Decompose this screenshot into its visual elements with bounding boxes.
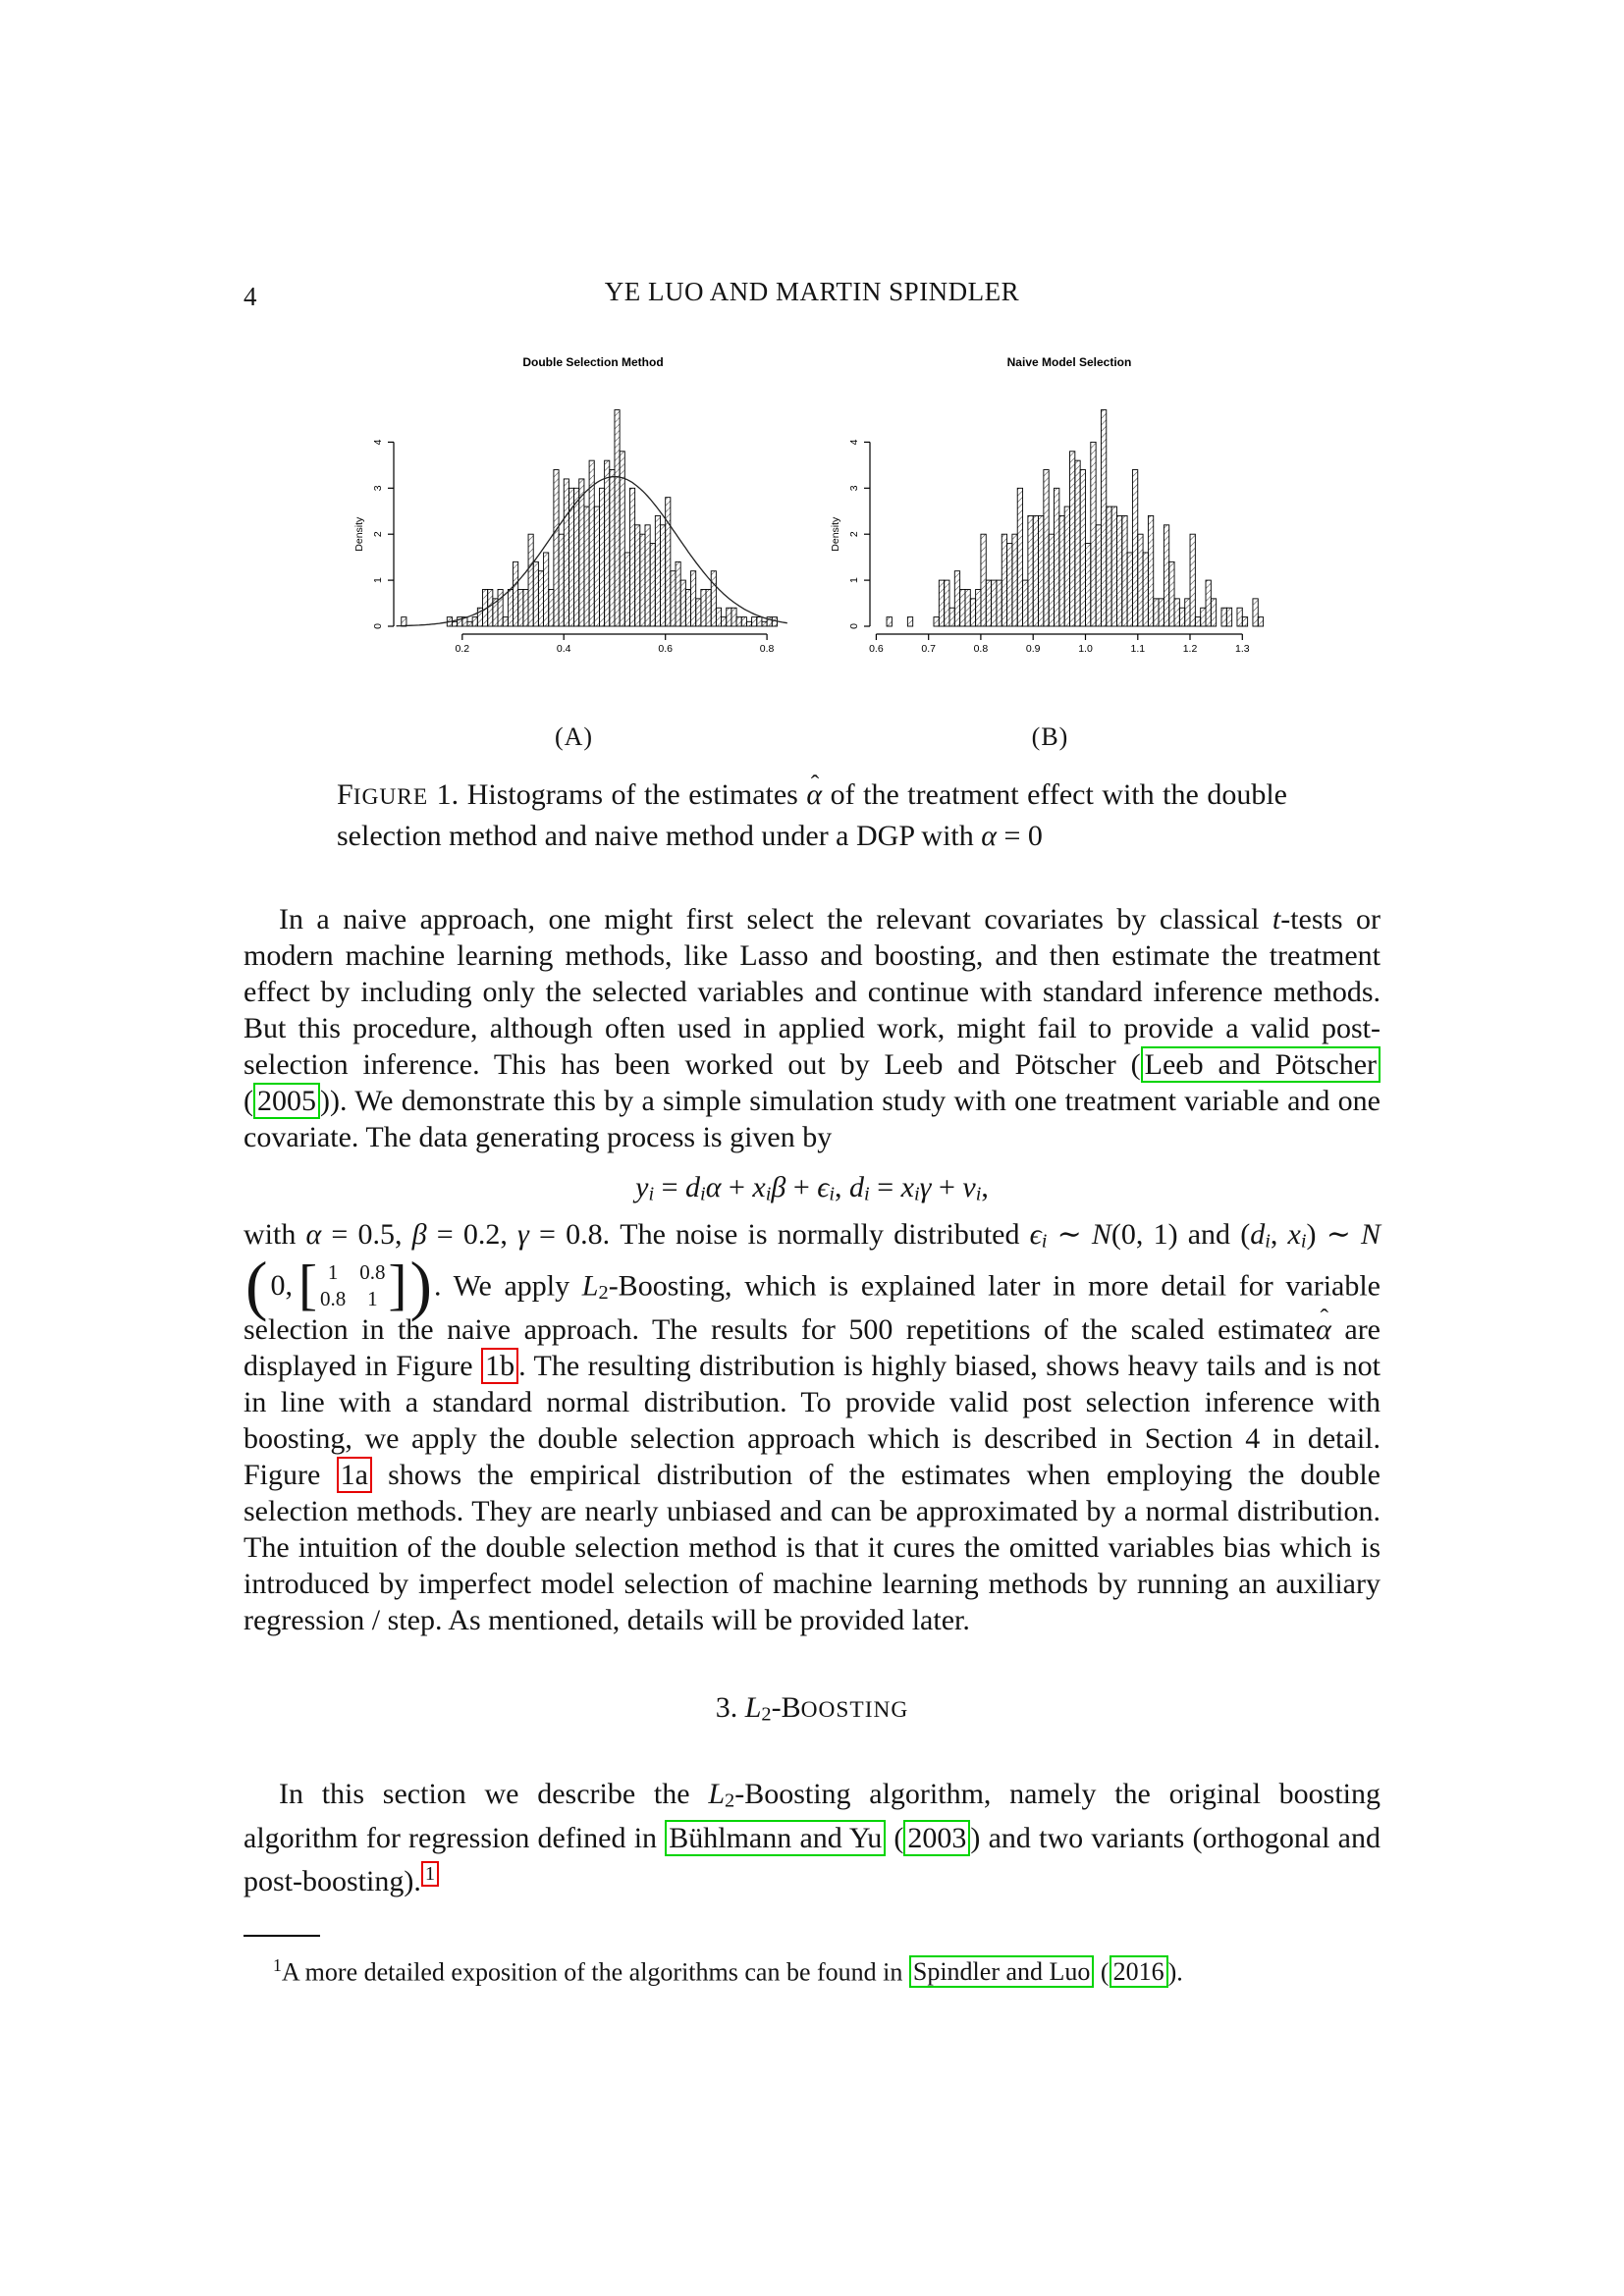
histogram-bar	[578, 479, 583, 626]
running-title: YE LUO AND MARTIN SPINDLER	[604, 277, 1020, 306]
histogram-bar	[676, 561, 680, 626]
text-run: -tests or modern machine learning methods, like Lasso and boosting, and then estimate the treatment effect by including only the selected variables and continue with standard inference methods. But this procedure, although often used in applied work, might fail to provide a valid post-selection inference. This has been worked out by Leeb and Pötscher (	[244, 903, 1380, 1081]
histogram-bar	[1096, 525, 1101, 626]
histogram-bar	[650, 544, 655, 626]
text-run: are displayed in Figure	[244, 1313, 1380, 1383]
text-run: In a naive approach, one might first select the relevant covariates by classical	[279, 903, 1272, 935]
histogram-bar	[614, 410, 619, 626]
histogram-bar	[1058, 515, 1063, 626]
histogram-bar	[680, 580, 685, 626]
histogram-bar	[970, 599, 975, 626]
histogram-bar	[1080, 470, 1085, 626]
histogram-bar	[1184, 599, 1189, 626]
text-column	[244, 901, 1380, 1989]
histogram-bar	[528, 534, 533, 626]
histogram-bar	[706, 589, 711, 626]
histogram-bar	[907, 617, 912, 626]
histogram-bar	[1090, 442, 1095, 626]
text-run: ).	[1167, 1957, 1183, 1987]
histogram-bar	[1033, 515, 1038, 626]
x-tick-label: 0.6	[657, 643, 673, 655]
footnote-rule	[244, 1935, 320, 1937]
text-run: β	[411, 1217, 427, 1251]
x-tick-label: 0.9	[1025, 643, 1041, 655]
histogram-bar	[1054, 488, 1058, 626]
text-run: = 0.8. The noise is normally distributed	[528, 1217, 1030, 1251]
histogram-bar	[599, 488, 604, 626]
y-tick-label: 0	[371, 623, 384, 629]
y-tick-label: 2	[847, 531, 860, 538]
text-run: F	[337, 778, 353, 811]
panel-title: Double Selection Method	[521, 355, 664, 369]
text-run: -Boosting, which is explained later in more detail for variable selection in the naive approach. The results for 500 repetitions of the scaled estimate	[244, 1269, 1380, 1347]
histogram-bar	[533, 561, 538, 626]
histogram-bar	[1106, 507, 1110, 626]
text-run: (	[886, 1821, 904, 1854]
histogram-bar	[655, 515, 660, 626]
text-run: IGURE	[352, 784, 429, 810]
text-run: = 0.5,	[321, 1217, 412, 1251]
text-run: d	[685, 1171, 701, 1203]
text-run: L	[744, 1691, 762, 1725]
text-run: L	[708, 1777, 725, 1810]
histogram-bar	[948, 608, 953, 626]
citation-link[interactable]: Bühlmann and Yu	[665, 1820, 886, 1856]
subcaption-row	[0, 722, 1624, 752]
page-header	[244, 0, 1380, 312]
text-run: i	[1041, 1230, 1048, 1253]
histogram-bar	[1143, 553, 1148, 626]
citation-link[interactable]: 2003	[903, 1820, 970, 1856]
histogram-bar	[472, 617, 477, 626]
text-run: x	[1287, 1217, 1301, 1251]
citation-link[interactable]: 2016	[1110, 1955, 1168, 1988]
footnote-block	[244, 1935, 1380, 1990]
histogram-bar	[1137, 534, 1142, 626]
internal-ref-link[interactable]: 1a	[337, 1457, 372, 1493]
histogram-bar	[1064, 507, 1069, 626]
text-run: ,	[981, 1171, 989, 1203]
x-tick-label: 0.4	[556, 643, 571, 655]
text-run: L	[581, 1269, 599, 1303]
histogram-bar	[690, 571, 695, 626]
matrix-cell: 0.8	[359, 1260, 386, 1285]
histogram-bar	[1049, 534, 1054, 626]
histogram-bar	[1027, 515, 1032, 626]
text-run: i	[765, 1183, 772, 1205]
text-run: ϵ	[1029, 1217, 1042, 1251]
text-run: i	[1265, 1230, 1271, 1253]
text-run: 1	[273, 1954, 282, 1975]
histogram-bar	[1258, 617, 1263, 626]
histogram-bar	[726, 608, 731, 626]
histogram-bar	[975, 589, 980, 626]
text-run: -Boosting algorithm, namely the original boosting algorithm for regression defined in	[244, 1777, 1380, 1854]
histogram-bar	[543, 553, 548, 626]
text-run: A more detailed exposition of the algorithms can be found in	[281, 1957, 909, 1987]
histogram-bar	[751, 617, 756, 626]
text-run: i	[1300, 1230, 1307, 1253]
text-run: 2	[725, 1789, 735, 1812]
x-tick-label: 1.0	[1077, 643, 1093, 655]
text-run: i	[975, 1183, 982, 1205]
histogram-bar	[503, 617, 508, 626]
y-axis-label: Density	[829, 516, 841, 552]
histogram-bar	[609, 470, 614, 626]
text-run: +	[785, 1171, 818, 1203]
text-run: i	[700, 1183, 706, 1205]
histogram-bar	[1101, 410, 1106, 626]
text-run: ) ∼	[1306, 1217, 1361, 1251]
histogram-bar	[700, 589, 705, 626]
x-tick-label: 0.6	[868, 643, 884, 655]
subcaption-a: (A)	[554, 722, 594, 751]
x-tick-label: 1.3	[1234, 643, 1250, 655]
matrix-cells	[320, 1259, 386, 1311]
histogram-bar	[660, 525, 665, 626]
histogram-bar	[1252, 599, 1257, 626]
histogram-bar	[1132, 470, 1137, 626]
histogram-bar	[939, 580, 944, 626]
histogram-bar	[604, 460, 609, 626]
histogram-bar	[695, 599, 700, 626]
histogram-bar	[508, 589, 513, 626]
histogram-bar	[1111, 507, 1116, 626]
histogram-bar	[517, 589, 522, 626]
text-run: α	[981, 820, 997, 852]
histogram-bar	[665, 498, 670, 626]
histogram-bar	[944, 580, 948, 626]
text-run: shows the empirical distribution of the estimates when employing the double selection methods. They are nearly unbiased and can be approximated by a normal distribution. The intuition of the double selection method is that it cures the omitted variables bias which is introduced by imperfect model selection of machine learning methods by running an auxiliary regression / step. As mentioned, details will be provided later.	[244, 1459, 1380, 1637]
histogram-bar	[1127, 553, 1132, 626]
histogram-bar	[573, 488, 578, 626]
histogram-bar	[1069, 452, 1074, 626]
text-run: γ	[919, 1171, 932, 1203]
matrix-cell: 1	[327, 1260, 339, 1285]
histogram-bar	[1011, 534, 1016, 626]
histogram-bar	[1121, 515, 1126, 626]
text-run: y	[635, 1171, 649, 1203]
text-run: (0, 1) and (	[1110, 1217, 1251, 1251]
histogram-bar	[756, 617, 761, 626]
histogram-bar	[1168, 561, 1173, 626]
text-run: = 0.2,	[426, 1217, 518, 1251]
histogram-bar	[1043, 470, 1048, 626]
x-tick-label: 0.7	[920, 643, 936, 655]
histogram-bar	[559, 534, 564, 626]
histogram-bar	[1022, 580, 1027, 626]
text-run: γ	[517, 1217, 529, 1251]
histogram-bar	[538, 571, 543, 626]
histogram-bar	[1211, 599, 1216, 626]
text-run: i	[648, 1183, 655, 1205]
histogram-bar	[639, 534, 644, 626]
histogram-bar	[1017, 488, 1022, 626]
histogram-bar	[746, 621, 751, 626]
x-tick-label: 0.8	[973, 643, 988, 655]
matrix-cell: 0.8	[319, 1286, 347, 1310]
x-tick-label: 1.1	[1129, 643, 1145, 655]
text-run: x	[900, 1171, 914, 1203]
histogram-bar	[711, 571, 716, 626]
text-run: 3.	[715, 1691, 745, 1725]
histogram-bar	[670, 571, 675, 626]
histogram-bar	[959, 589, 964, 626]
display-formula-dgp	[244, 1171, 1380, 1206]
histogram-bar	[1195, 617, 1200, 626]
text-run: 1. Histograms of the estimates	[428, 778, 807, 811]
y-tick-label: 3	[847, 485, 860, 492]
histogram-bar	[954, 571, 959, 626]
text-run: ,	[835, 1171, 850, 1203]
figure-caption	[337, 775, 1287, 856]
text-run: ∼	[1047, 1217, 1092, 1251]
histogram-bar	[1206, 580, 1211, 626]
panel-title: Naive Model Selection	[1006, 355, 1131, 369]
text-run: 2	[761, 1703, 772, 1726]
text-run: =	[654, 1171, 686, 1203]
histogram-panel-double-selection	[350, 349, 799, 664]
text-run: . We apply	[433, 1269, 582, 1303]
text-run: α ˆ	[806, 778, 822, 811]
page-number: 4	[244, 282, 257, 311]
x-tick-label: 1.2	[1182, 643, 1197, 655]
histogram-bar	[452, 621, 457, 626]
figure-1	[0, 349, 1624, 664]
histogram-bar	[716, 608, 721, 626]
histogram-bar	[1006, 544, 1011, 626]
histogram-bar	[553, 470, 558, 626]
text-run: i	[829, 1183, 836, 1205]
histogram-bar	[1242, 617, 1247, 626]
y-tick-label: 4	[371, 439, 384, 446]
text-run: x	[752, 1171, 766, 1203]
histogram-bar	[498, 589, 503, 626]
histogram-bar	[1164, 525, 1168, 626]
histogram-bar	[1038, 515, 1043, 626]
paragraph-naive-approach	[244, 901, 1380, 1155]
section-heading-l2-boosting	[244, 1691, 1380, 1727]
histogram-bar	[1226, 608, 1231, 626]
y-tick-label: 1	[847, 577, 860, 584]
histogram-bar	[1179, 608, 1184, 626]
text-run: of the treatment effect with the double selection method and naive method under a DGP with	[337, 778, 1287, 852]
histogram-bar	[564, 479, 568, 626]
internal-ref-link[interactable]: 1b	[481, 1348, 518, 1384]
text-run: α	[705, 1171, 722, 1203]
histogram-bar	[721, 617, 726, 626]
histogram-bar	[513, 561, 517, 626]
histogram-bar	[487, 589, 492, 626]
histogram-bar	[1148, 515, 1153, 626]
histogram-bar	[522, 589, 527, 626]
histogram-bar	[685, 589, 690, 626]
text-run: (	[244, 1085, 253, 1117]
citation-link[interactable]: Spindler and Luo	[909, 1955, 1095, 1988]
histogram-bar	[548, 589, 553, 626]
histogram-bar	[980, 534, 985, 626]
x-tick-label: 0.8	[759, 643, 774, 655]
text-run: )). We demonstrate this by a simple simulation study with one treatment variable and one covariate. The data generating process is given by	[244, 1085, 1380, 1153]
histogram-bar	[401, 617, 406, 626]
histogram-bar	[1085, 544, 1090, 626]
text-run: . The resulting distribution is highly biased, shows heavy tails and is not in line with a standard normal distribution. To provide valid post selection inference with boosting, we apply the double selection approach which is described in Section 4 in detail. Figure	[244, 1350, 1381, 1492]
text-run: =	[869, 1171, 901, 1203]
y-tick-label: 2	[371, 531, 384, 538]
text-run: d	[849, 1171, 865, 1203]
text-run: +	[721, 1171, 753, 1203]
text-run: In this section we describe the	[279, 1777, 709, 1810]
internal-ref-link[interactable]: 1	[421, 1861, 439, 1887]
histogram-bar	[1190, 534, 1195, 626]
citation-link[interactable]: Leeb and Pötscher	[1141, 1046, 1380, 1083]
text-run: t	[1272, 903, 1281, 935]
y-tick-label: 3	[371, 485, 384, 492]
histogram-bar	[624, 553, 629, 626]
subcaption-b: (B)	[1031, 722, 1069, 751]
histogram-bar	[731, 608, 735, 626]
histogram-bar	[594, 507, 599, 626]
histogram-bar	[1174, 599, 1179, 626]
text-run: i	[864, 1183, 870, 1205]
text-run: ϵ	[817, 1171, 830, 1203]
histogram-bar	[1236, 608, 1241, 626]
text-run: α ˆ	[1316, 1313, 1331, 1346]
histogram-bar	[1220, 608, 1225, 626]
matrix-cell: 1	[367, 1286, 378, 1310]
histogram-bar	[991, 580, 996, 626]
histogram-bar	[1200, 608, 1205, 626]
text-run: ,	[1270, 1217, 1288, 1251]
histogram-bar	[1153, 599, 1158, 626]
histogram-bar	[1001, 534, 1006, 626]
mean-zero: 0,	[270, 1269, 293, 1303]
text-run: α	[305, 1217, 322, 1251]
histogram-bar	[583, 507, 588, 626]
paragraph-simulation-results	[244, 1216, 1380, 1639]
text-run: ) and two variants (orthogonal and post-boosting).	[244, 1821, 1380, 1897]
histogram-bar	[986, 580, 991, 626]
normal-dist-covariance-matrix: ( 0, [ 1 0.8 0.8 1 ] )	[245, 1248, 432, 1322]
histogram-bar	[1074, 460, 1079, 626]
y-tick-label: 4	[847, 439, 860, 446]
text-run: (	[1094, 1957, 1110, 1987]
histogram-bar	[736, 617, 741, 626]
text-run: β	[771, 1171, 786, 1203]
histogram-bar	[634, 525, 639, 626]
histogram-panel-naive-selection	[826, 349, 1275, 664]
text-run: 2	[598, 1282, 609, 1305]
text-run: d	[1250, 1217, 1266, 1251]
text-run: v	[962, 1171, 976, 1203]
text-run: +	[931, 1171, 963, 1203]
histogram-bar	[644, 525, 649, 626]
text-run: = 0	[997, 820, 1043, 852]
text-run: i	[913, 1183, 920, 1205]
histogram-bar	[933, 617, 938, 626]
y-axis-label: Density	[352, 516, 365, 552]
histogram-bar	[741, 617, 746, 626]
text-run: N	[1091, 1217, 1111, 1251]
histogram-bar	[1116, 515, 1121, 626]
y-tick-label: 1	[371, 577, 384, 584]
histogram-bar	[996, 580, 1001, 626]
citation-link[interactable]: 2005	[253, 1083, 320, 1119]
histogram-bar	[964, 589, 969, 626]
footnote-text	[244, 1949, 1380, 1990]
text-run: -B	[771, 1691, 801, 1725]
text-run: N	[1361, 1217, 1381, 1251]
histogram-bar	[761, 621, 766, 626]
histogram-bar	[466, 621, 471, 626]
histogram-bar	[629, 488, 634, 626]
histogram-bar	[887, 617, 892, 626]
text-run: OOSTING	[800, 1697, 909, 1724]
y-tick-label: 0	[847, 623, 860, 629]
text-run: with	[244, 1217, 306, 1251]
histogram-bar	[1159, 599, 1164, 626]
paragraph-section-intro	[244, 1776, 1380, 1899]
x-tick-label: 0.2	[454, 643, 469, 655]
